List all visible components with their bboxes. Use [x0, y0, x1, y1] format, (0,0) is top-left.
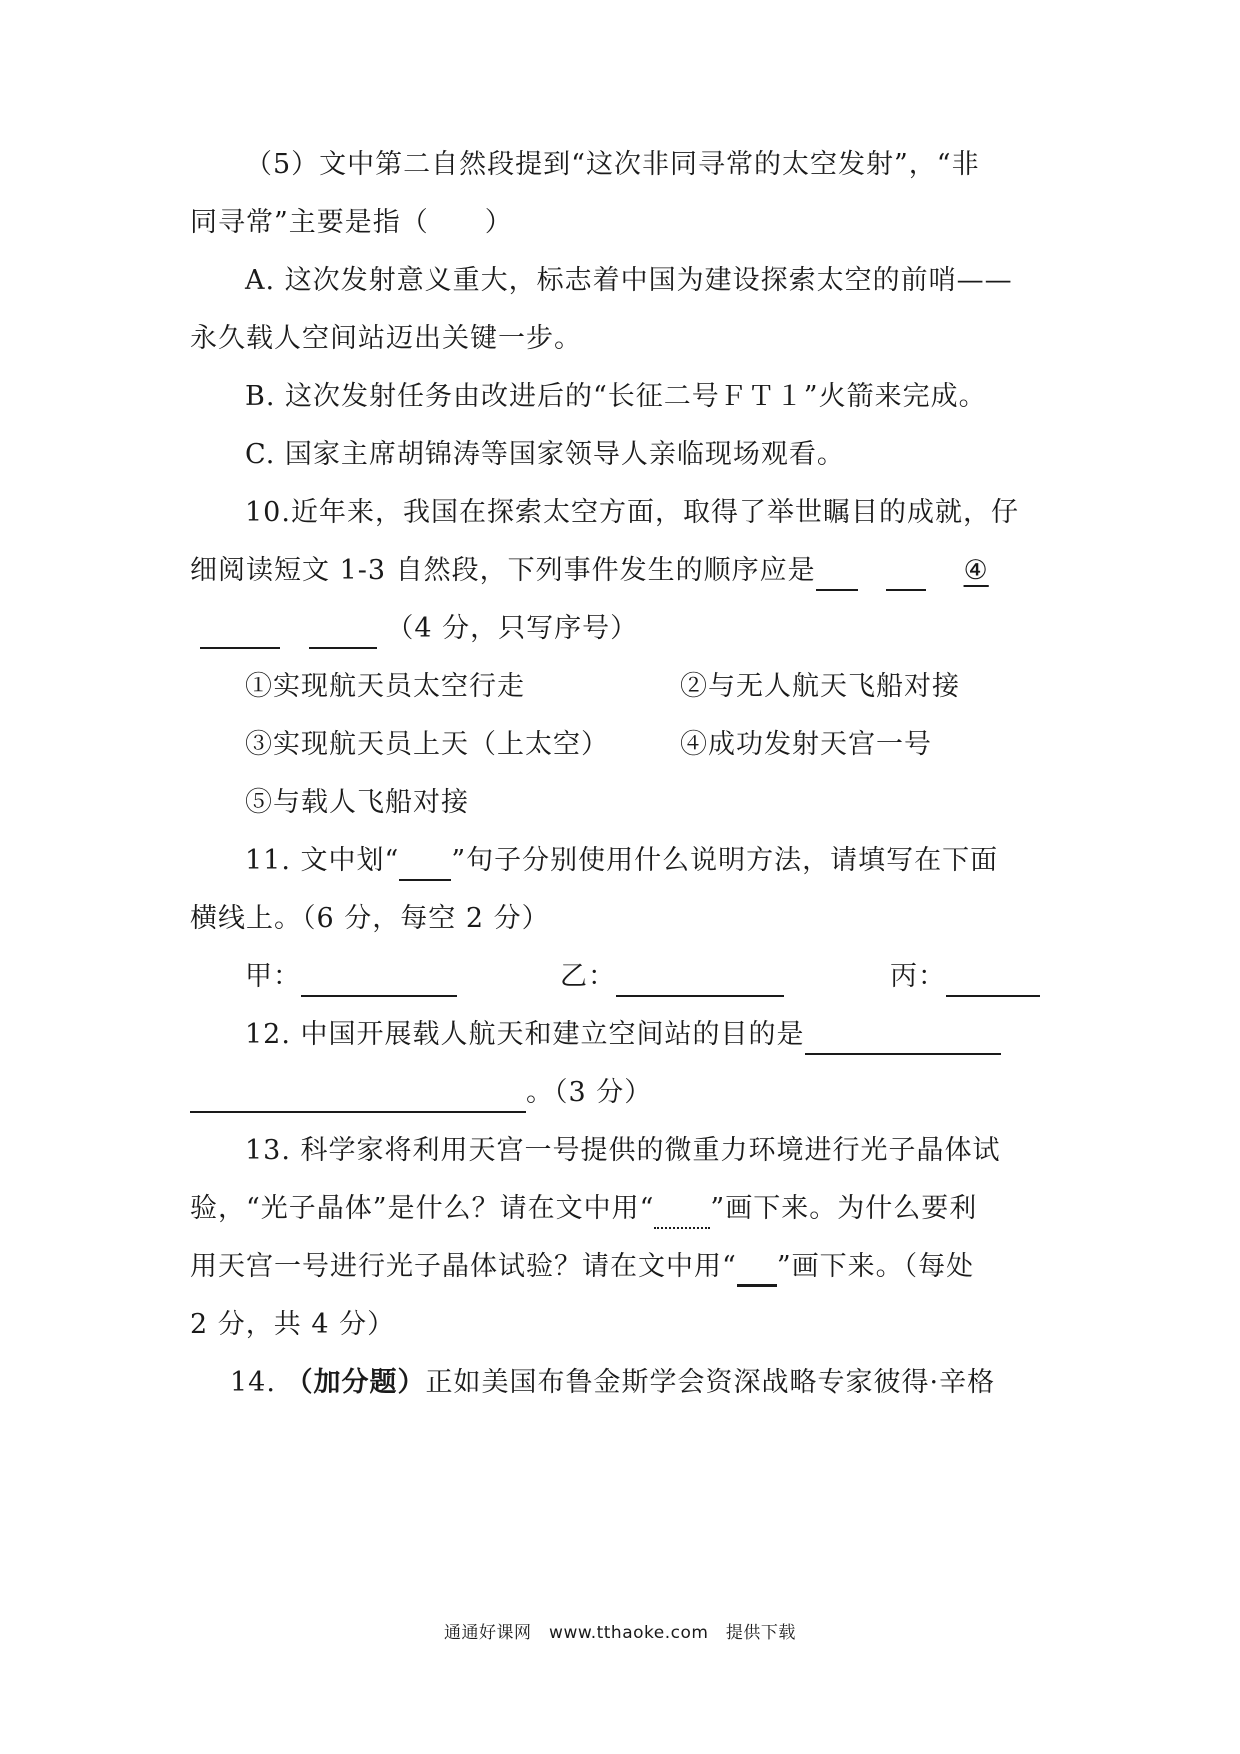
q5-line1: （5）文中第二自然段提到“这次非同寻常的太空发射”，“非 [245, 149, 980, 180]
q10-item-1: ①实现航天员太空行走 [245, 671, 525, 702]
underline-mark-sample [399, 849, 451, 881]
q11-line1 [245, 841, 998, 881]
q13-line1: 13. 科学家将利用天宫一号提供的微重力环境进行光子晶体试 [245, 1135, 1001, 1166]
label-yi: 乙： [560, 961, 616, 992]
q10-item-5: ⑤与载人飞船对接 [245, 787, 469, 818]
q5-option-b: B. 这次发射任务由改进后的“长征二号ＦＴ１”火箭来完成。 [245, 381, 987, 412]
answer-blank-bing[interactable] [946, 965, 1040, 997]
q12-line1 [245, 1015, 1001, 1055]
q13-line2-suffix: ”画下来。为什么要利 [710, 1193, 978, 1224]
q14-bonus-label: （加分题） [285, 1367, 426, 1398]
answer-blank-1[interactable] [816, 559, 858, 591]
q13-line3 [190, 1247, 974, 1287]
q13-line3-suffix: ”画下来。（每处 [776, 1251, 975, 1282]
q10-line3 [200, 609, 638, 649]
q12-text: 12. 中国开展载人航天和建立空间站的目的是 [245, 1019, 805, 1050]
q5-line2: 同寻常”主要是指（ ） [190, 207, 513, 238]
q10-item-3: ③实现航天员上天（上太空） [245, 729, 609, 760]
q10-line1: 10.近年来，我国在探索太空方面，取得了举世瞩目的成就，仔 [245, 497, 1019, 528]
q10-score-note: （4 分，只写序号） [386, 613, 639, 644]
q5-option-a-line1: A. 这次发射意义重大，标志着中国为建设探索太空的前哨—— [245, 265, 1013, 296]
answer-blank-q12b[interactable] [190, 1081, 526, 1113]
answer-blank-5[interactable] [309, 617, 377, 649]
q13-line4: 2 分，共 4 分） [190, 1309, 396, 1340]
q11-answer-row [245, 957, 457, 997]
wavy-line-mark-sample [654, 1197, 710, 1229]
q13-line3-prefix: 用天宫一号进行光子晶体试验？请在文中用“ [190, 1251, 737, 1282]
answer-blank-2[interactable] [886, 559, 926, 591]
q12-score: 。（3 分） [526, 1077, 653, 1108]
q12-line2 [190, 1073, 652, 1113]
q13-line2-prefix: 验，“光子晶体”是什么？请在文中用“ [190, 1193, 655, 1224]
q10-line2-text: 细阅读短文 1-3 自然段，下列事件发生的顺序应是 [190, 555, 816, 586]
q11-yi-group [560, 957, 784, 997]
q10-item-4: ④成功发射天宫一号 [680, 729, 932, 760]
label-bing: 丙： [890, 961, 946, 992]
q5-option-a-line2: 永久载人空间站迈出关键一步。 [190, 323, 582, 354]
q14-line1 [230, 1363, 995, 1403]
page-footer: 通通好课网 www.tthaoke.com 提供下载 [444, 1623, 796, 1643]
q5-option-c: C. 国家主席胡锦涛等国家领导人亲临现场观看。 [245, 439, 845, 470]
q14-text: 正如美国布鲁金斯学会资深战略专家彼得·辛格 [425, 1367, 996, 1398]
answer-blank-q12a[interactable] [805, 1023, 1001, 1055]
q10-item-2: ②与无人航天飞船对接 [680, 671, 960, 702]
q11-prefix: 11. 文中划“ [245, 845, 400, 876]
label-jia: 甲： [245, 961, 301, 992]
q11-suffix: ”句子分别使用什么说明方法，请填写在下面 [451, 845, 999, 876]
q11-line2: 横线上。（6 分，每空 2 分） [190, 903, 550, 934]
q13-line2 [190, 1189, 977, 1229]
q14-number: 14. [230, 1367, 286, 1398]
q10-line2 [190, 551, 997, 591]
answer-blank-3-filled[interactable]: ④ [963, 555, 989, 586]
q11-bing-group [890, 957, 1040, 997]
straight-line-mark-sample [737, 1254, 777, 1287]
answer-blank-jia[interactable] [301, 965, 457, 997]
answer-blank-4[interactable] [200, 617, 280, 649]
answer-blank-yi[interactable] [616, 965, 784, 997]
